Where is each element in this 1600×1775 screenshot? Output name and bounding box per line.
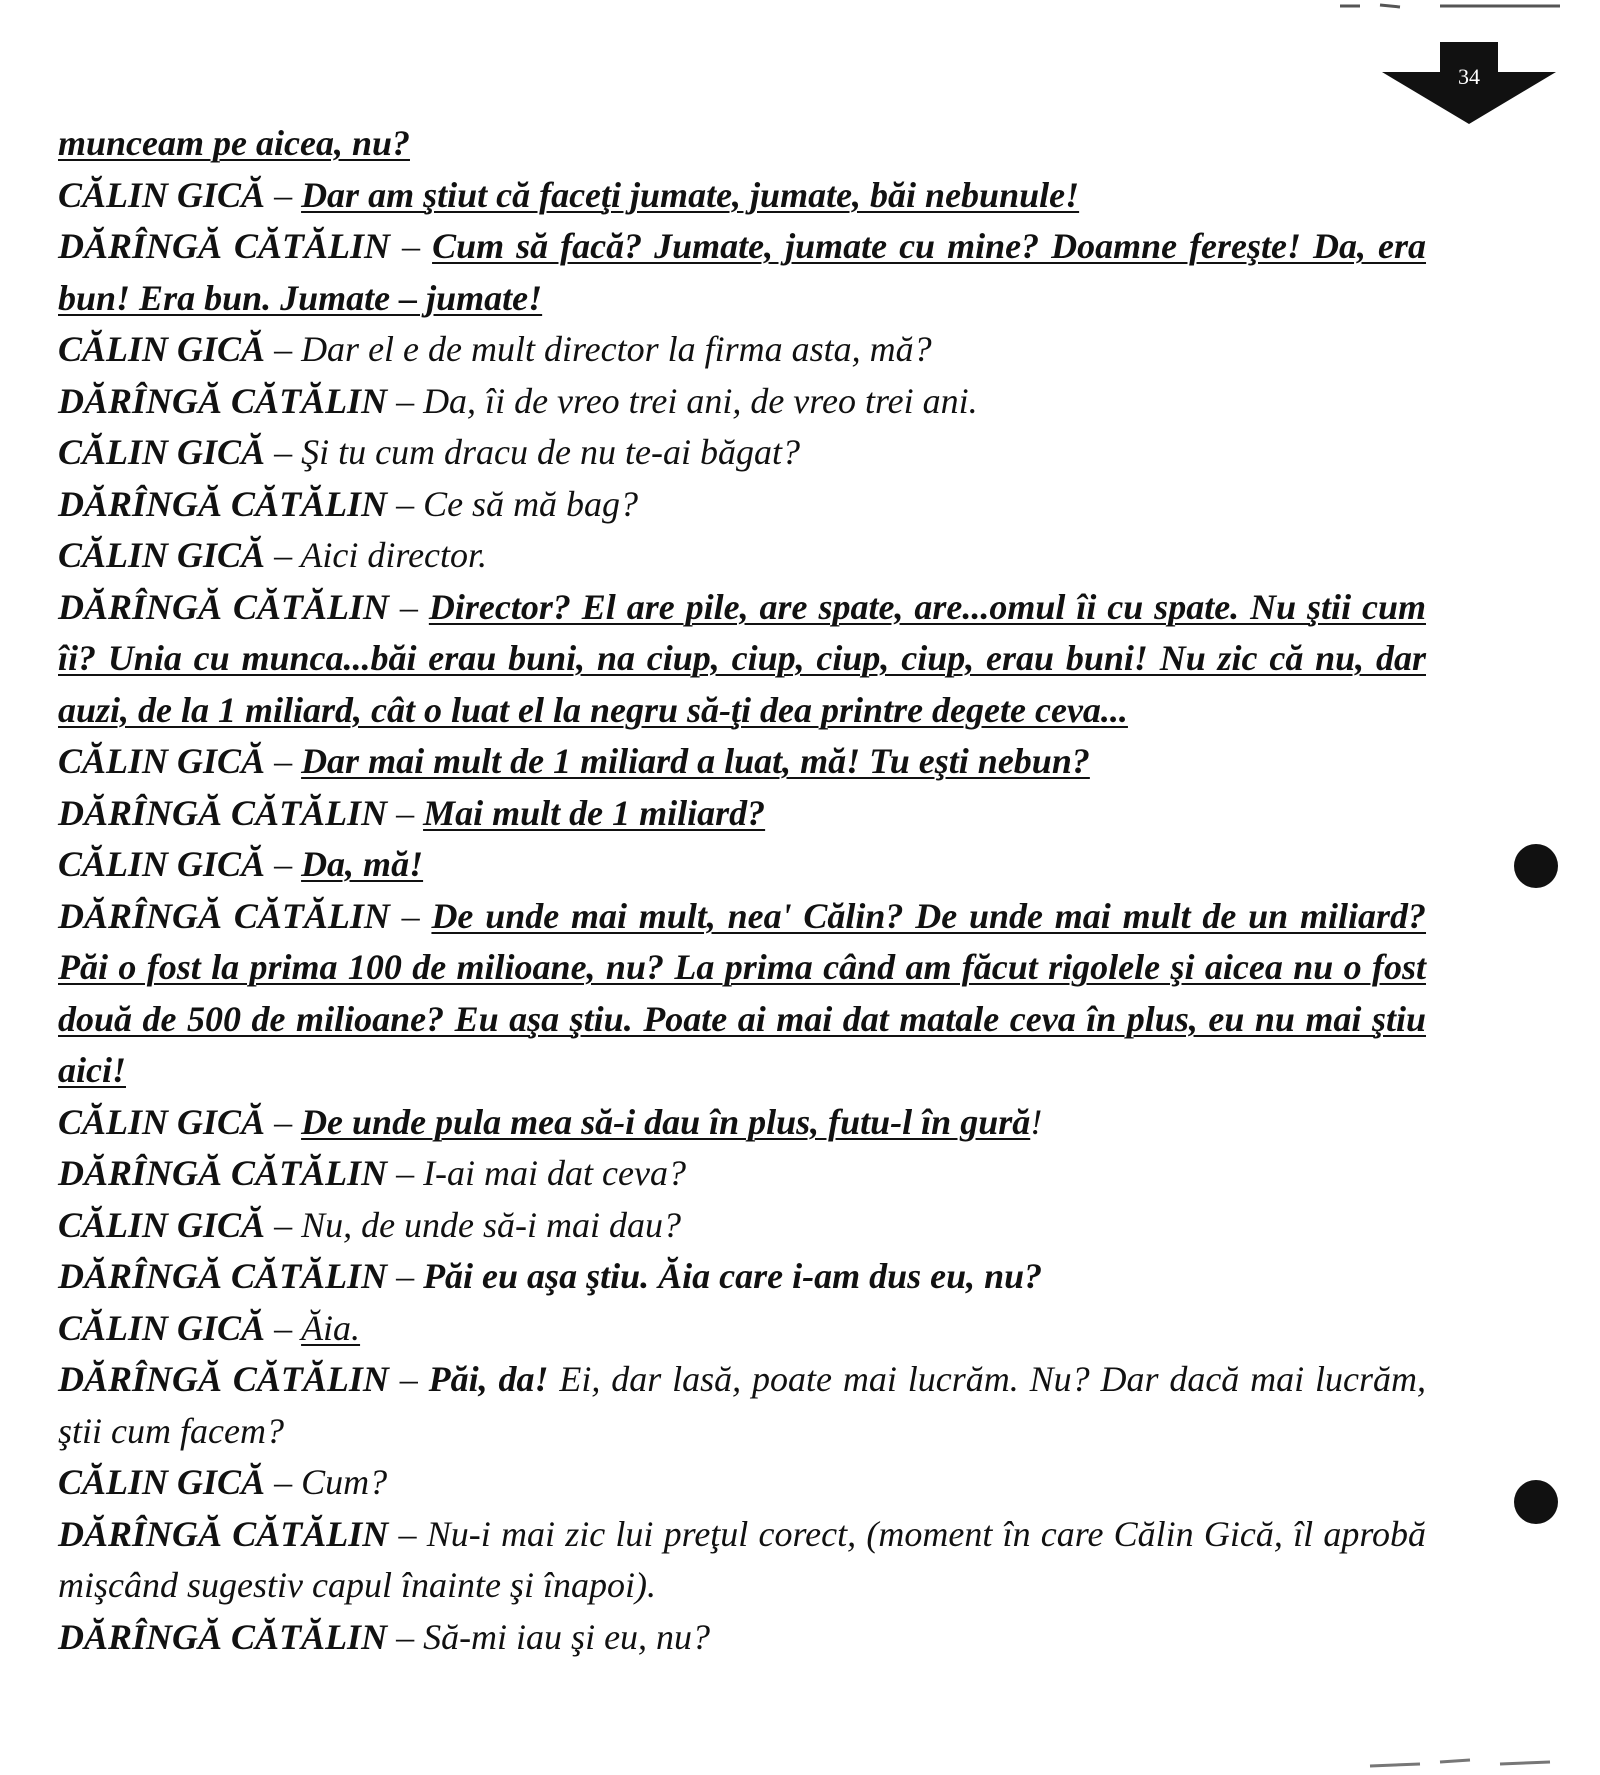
- dash-separator: –: [265, 844, 302, 884]
- speech-text: Aici director.: [300, 535, 488, 575]
- speech-text: Dar el e de mult director la firma asta, mă?: [301, 329, 932, 369]
- bottom-edge-marks: [1360, 1752, 1560, 1770]
- punch-hole: [1514, 1480, 1558, 1524]
- speaker-name: CĂLIN GICĂ: [58, 174, 266, 215]
- transcript-line: [58, 1200, 1426, 1252]
- transcript-line: [58, 376, 1426, 428]
- page-number-arrow: [1382, 42, 1556, 124]
- transcript-line: [58, 736, 1426, 788]
- speaker-name: CĂLIN GICĂ: [58, 741, 266, 781]
- transcript-line: [58, 221, 1426, 324]
- dash-separator: –: [387, 1616, 424, 1657]
- dash-separator: –: [265, 535, 301, 575]
- transcript-line: [58, 839, 1426, 891]
- speech-text-tail: !: [1030, 1101, 1043, 1142]
- speaker-name: DĂRÎNGĂ CĂTĂLIN: [58, 483, 388, 524]
- speech-text: Dar mai mult de 1 miliard a luat, mă! Tu eşti nebun?: [301, 741, 1090, 781]
- speaker-name: CĂLIN GICĂ: [58, 1101, 266, 1142]
- dash-separator: –: [265, 741, 302, 781]
- speech-text: Păi eu aşa ştiu. Ăia care i-am dus eu, nu?: [423, 1256, 1043, 1296]
- dash-separator: –: [265, 174, 302, 215]
- transcript-line: [58, 427, 1426, 479]
- speaker-name: DĂRÎNGĂ CĂTĂLIN: [58, 380, 388, 421]
- speech-text: Ăia.: [301, 1307, 361, 1348]
- transcript-line: [58, 118, 1426, 170]
- speech-text: Cum să facă? Jumate, jumate cu mine? Doamne fereşte! Da, era bun! Era bun. Jumate – jumate!: [58, 226, 1427, 318]
- speech-text: Să-mi iau şi eu, nu?: [423, 1616, 711, 1657]
- transcript-line: [58, 324, 1426, 376]
- dash-separator: –: [388, 1359, 429, 1399]
- transcript: [58, 118, 1426, 1663]
- speech-text: Nu, de unde să-i mai dau?: [301, 1204, 682, 1245]
- speaker-name: DĂRÎNGĂ CĂTĂLIN: [58, 1513, 389, 1554]
- speech-text: Director? El are pile, are spate, are...omul îi cu spate. Nu ştii cum îi? Unia cu munca...băi erau buni, na ciup, ciup, ciup, ciup, erau buni! Nu zic că nu, dar auzi, de la 1 miliard, cât o luat el la negru să-ţi dea printre degete ceva...: [58, 586, 1426, 730]
- speaker-name: DĂRÎNGĂ CĂTĂLIN: [58, 1616, 388, 1657]
- dash-separator: –: [265, 1462, 302, 1502]
- speaker-name: CĂLIN GICĂ: [58, 535, 266, 575]
- dash-separator: –: [389, 895, 432, 936]
- transcript-line: [58, 1612, 1426, 1664]
- speaker-name: DĂRÎNGĂ CĂTĂLIN: [58, 586, 389, 627]
- transcript-line: [58, 891, 1426, 1097]
- top-edge-marks: [1330, 0, 1570, 10]
- speech-text: De unde pula mea să-i dau în plus, futu-l în gură: [301, 1101, 1031, 1142]
- speech-text: munceam pe aicea, nu?: [58, 123, 410, 163]
- speech-text: Păi, da!: [428, 1359, 549, 1399]
- speech-text: Da, mă!: [301, 844, 424, 884]
- speaker-name: DĂRÎNGĂ CĂTĂLIN: [58, 895, 390, 936]
- dash-separator: –: [387, 380, 424, 421]
- transcript-line: [58, 1097, 1426, 1149]
- dash-separator: –: [390, 226, 433, 266]
- speech-text: Da, îi de vreo trei ani, de vreo trei ani.: [423, 380, 978, 421]
- transcript-line: [58, 1148, 1426, 1200]
- speech-text: De unde mai mult, nea' Călin? De unde mai mult de un miliard? Păi o fost la prima 100 de milioane, nu? La prima când am făcut rigolele şi aicea nu o fost două de 500 de milioane? Eu aşa ştiu. Poate ai mai dat matale ceva în plus, eu nu mai ştiu aici!: [58, 895, 1427, 1090]
- speech-text: Nu-i mai zic lui preţul corect, (moment în care Călin Gică, îl aprobă mişcând sugestiv capul înainte şi înapoi).: [58, 1513, 1426, 1605]
- transcript-line: [58, 788, 1426, 840]
- transcript-line: [58, 1354, 1426, 1457]
- speech-text: Cum?: [301, 1462, 388, 1502]
- speech-text: I-ai mai dat ceva?: [423, 1153, 686, 1193]
- dash-separator: –: [388, 1513, 427, 1554]
- dash-separator: –: [265, 329, 302, 369]
- dash-separator: –: [387, 1256, 424, 1296]
- speaker-name: CĂLIN GICĂ: [58, 432, 266, 472]
- speaker-name: CĂLIN GICĂ: [58, 329, 266, 369]
- transcript-line: [58, 1509, 1426, 1612]
- speaker-name: CĂLIN GICĂ: [58, 1307, 266, 1348]
- punch-hole: [1514, 844, 1558, 888]
- speech-text: Şi tu cum dracu de nu te-ai băgat?: [301, 432, 800, 472]
- speech-text: Mai mult de 1 miliard?: [423, 792, 766, 833]
- speaker-name: DĂRÎNGĂ CĂTĂLIN: [58, 792, 388, 833]
- page-number: 34: [1458, 64, 1480, 89]
- dash-separator: –: [265, 1101, 302, 1142]
- transcript-line: [58, 1457, 1426, 1509]
- speech-text: Ce să mă bag?: [423, 483, 639, 524]
- speaker-name: DĂRÎNGĂ CĂTĂLIN: [58, 1256, 388, 1296]
- speaker-name: CĂLIN GICĂ: [58, 1462, 266, 1502]
- speaker-name: CĂLIN GICĂ: [58, 844, 266, 884]
- speaker-name: DĂRÎNGĂ CĂTĂLIN: [58, 1153, 388, 1193]
- speech-text: Dar am ştiut că faceţi jumate, jumate, băi nebunule!: [301, 174, 1080, 215]
- transcript-line: [58, 170, 1426, 222]
- speaker-name: CĂLIN GICĂ: [58, 1204, 266, 1245]
- dash-separator: –: [387, 792, 424, 833]
- transcript-line: [58, 1251, 1426, 1303]
- transcript-line: [58, 582, 1426, 737]
- speaker-name: DĂRÎNGĂ CĂTĂLIN: [58, 1359, 389, 1399]
- transcript-line: [58, 479, 1426, 531]
- speech-text-tail: Ei, dar lasă, poate mai lucrăm. Nu? Dar dacă mai lucrăm, ştii cum facem?: [58, 1359, 1427, 1451]
- dash-separator: –: [265, 432, 302, 472]
- transcript-line: [58, 530, 1426, 582]
- dash-separator: –: [387, 1153, 424, 1193]
- transcript-line: [58, 1303, 1426, 1355]
- dash-separator: –: [265, 1307, 302, 1348]
- dash-separator: –: [265, 1204, 302, 1245]
- dash-separator: –: [389, 586, 429, 627]
- dash-separator: –: [387, 483, 424, 524]
- speaker-name: DĂRÎNGĂ CĂTĂLIN: [58, 226, 391, 266]
